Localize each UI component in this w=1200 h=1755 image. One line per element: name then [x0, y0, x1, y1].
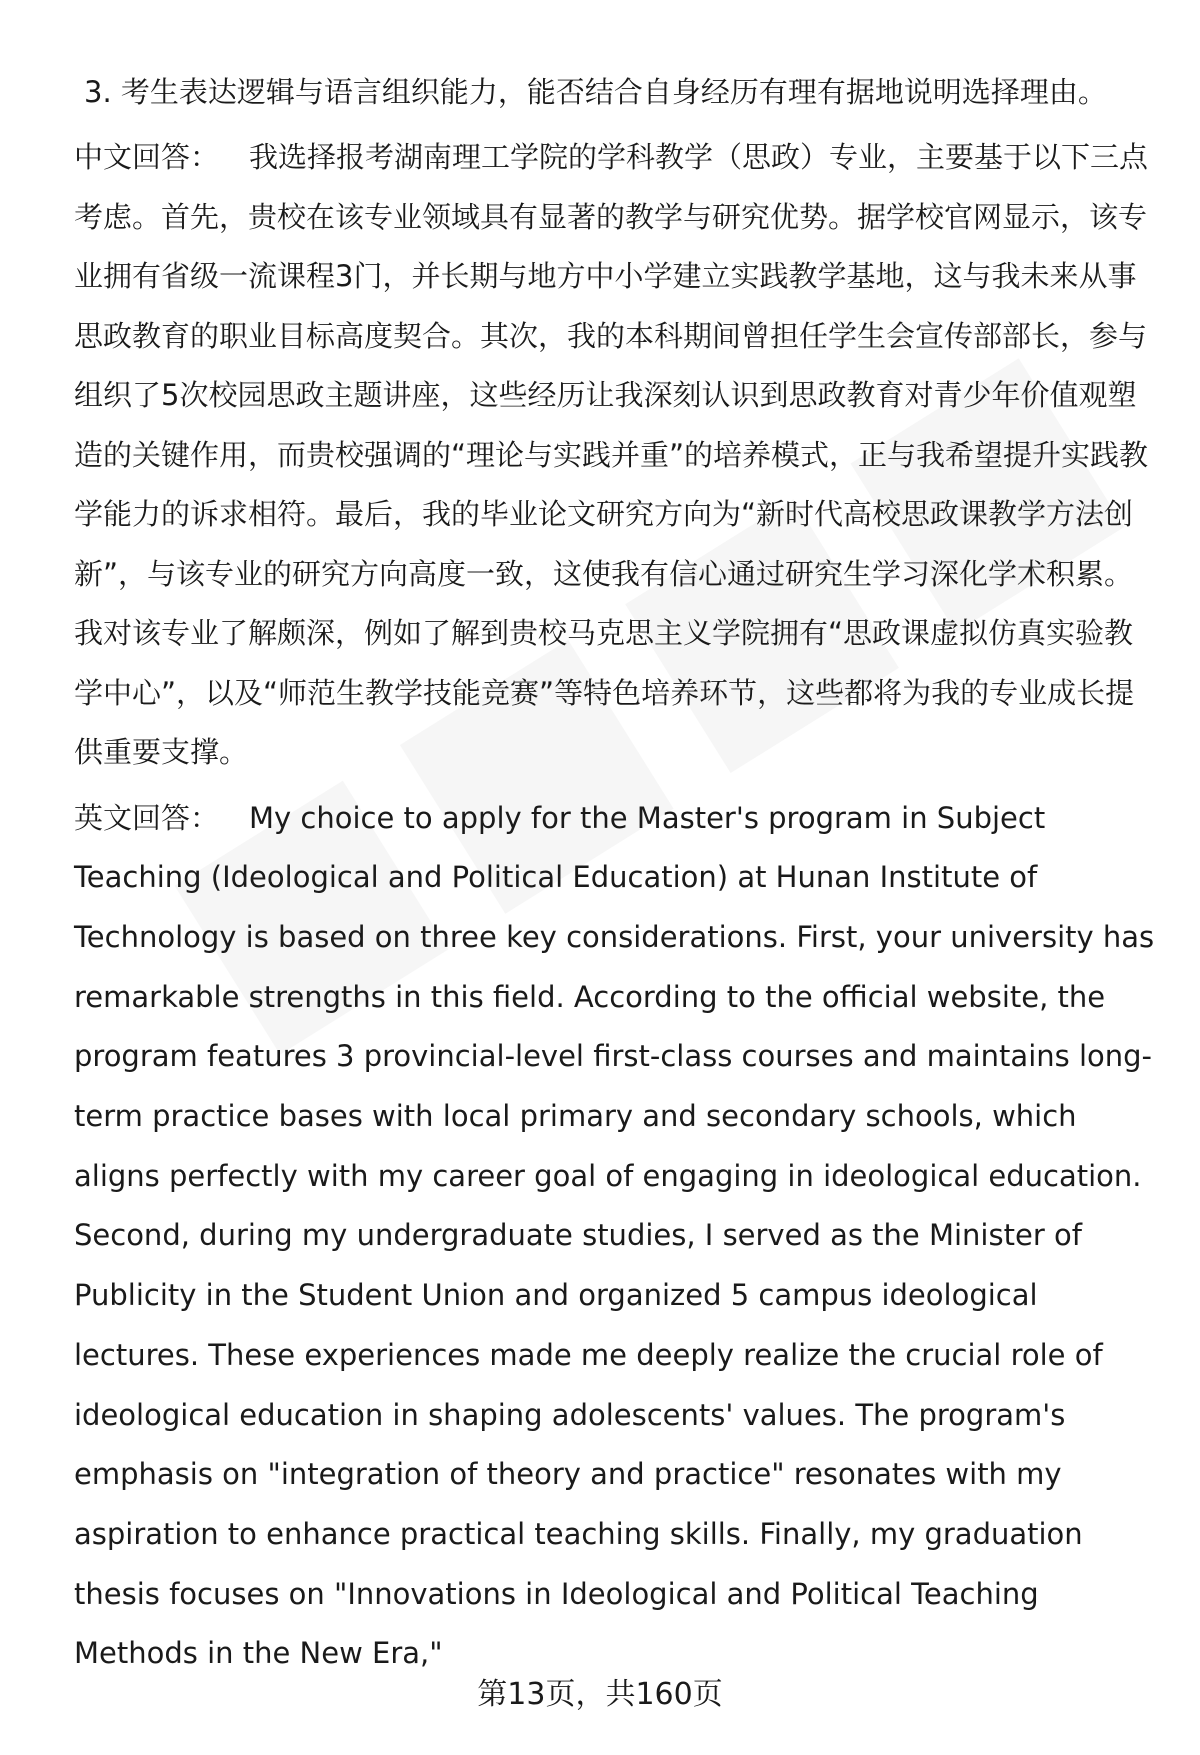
- english-answer-paragraph: [74, 789, 1160, 1685]
- chinese-answer-label: 中文回答：: [74, 140, 220, 174]
- criteria-item-3: 3. 考生表达逻辑与语言组织能力，能否结合自身经历有理有据地说明选择理由。: [84, 75, 1107, 109]
- page-number-footer: 第13页，共160页: [477, 1677, 723, 1712]
- chinese-answer-paragraph: [74, 128, 1160, 783]
- english-answer-label: 英文回答：: [74, 800, 220, 835]
- page-content: [74, 62, 1160, 1684]
- english-answer-text: My choice to apply for the Master's program in Subject Teaching (Ideological and Political Education) at Hunan Institute of Technology is based on three key considerations. First, your university has remarkable strengths in this field. According to the official website, the program features 3 provincial-level first-class courses and maintains long-term practice bases with local primary and secondary schools, which aligns perfectly with my career goal of engaging in ideological education. Second, during my undergraduate studies, I served as the Minister of Publicity in the Student Union and organized 5 campus ideological lectures. These experiences made me deeply realize the crucial role of ideological education in shaping adolescents' values. The program's emphasis on "integration of theory and practice" resonates with my aspiration to enhance practical teaching skills. Finally, my graduation thesis focuses on "Innovations in Ideological and Political Teaching Methods in the New Era,": [74, 800, 1155, 1671]
- chinese-answer-text: 我选择报考湖南理工学院的学科教学（思政）专业，主要基于以下三点考虑。首先，贵校在该专业领域具有显著的教学与研究优势。据学校官网显示，该专业拥有省级一流课程3门，并长期与地方中小学建立实践教学基地，这与我未来从事思政教育的职业目标高度契合。其次，我的本科期间曾担任学生会宣传部部长，参与组织了5次校园思政主题讲座，这些经历让我深刻认识到思政教育对青少年价值观塑造的关键作用，而贵校强调的“理论与实践并重”的培养模式，正与我希望提升实践教学能力的诉求相符。最后，我的毕业论文研究方向为“新时代高校思政课教学方法创新”，与该专业的研究方向高度一致，这使我有信心通过研究生学习深化学术积累。我对该专业了解颇深，例如了解到贵校马克思主义学院拥有“思政课虚拟仿真实验教学中心”，以及“师范生教学技能竞赛”等特色培养环节，这些都将为我的专业成长提供重要支撑。: [74, 140, 1149, 769]
